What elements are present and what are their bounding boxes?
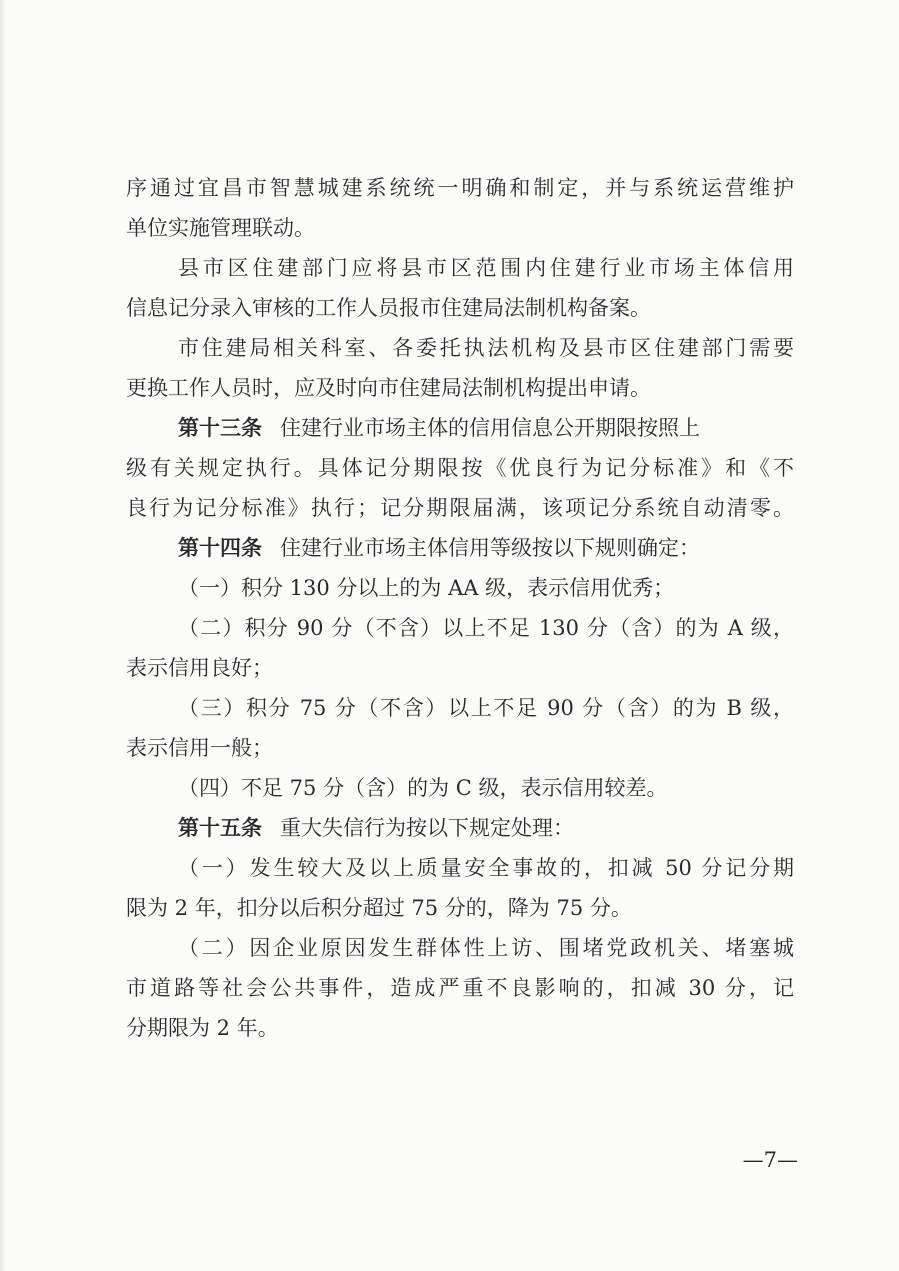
- paragraph-line: 级有关规定执行。具体记分期限按《优良行为记分标准》和《不: [126, 456, 794, 480]
- paragraph-line: 县市区住建部门应将县市区范围内住建行业市场主体信用: [178, 256, 794, 280]
- list-item: （一）积分 130 分以上的为 AA 级，表示信用优秀；: [178, 576, 675, 600]
- article-15-text: 重大失信行为按以下规定处理：: [280, 816, 574, 840]
- document-body: [126, 168, 794, 1048]
- list-item: （四）不足 75 分（含）的为 C 级，表示信用较差。: [178, 776, 668, 800]
- list-item-continuation: 表示信用良好；: [126, 656, 273, 680]
- article-13-first-line: [126, 408, 794, 448]
- page-number: —7—: [742, 1148, 798, 1172]
- article-14-first-line: [126, 528, 794, 568]
- list-item: （二）因企业原因发生群体性上访、围堵党政机关、堵塞城: [178, 936, 794, 960]
- article-15-heading: 第十五条: [178, 816, 262, 840]
- paragraph-line: 单位实施管理联动。: [126, 216, 315, 240]
- page-edge-shadow: [0, 0, 6, 1271]
- paragraph-line: 更换工作人员时，应及时向市住建局法制机构提出申请。: [126, 376, 651, 400]
- list-item-continuation: 表示信用一般；: [126, 736, 273, 760]
- list-item-continuation: 市道路等社会公共事件，造成严重不良影响的，扣减 30 分，记: [126, 976, 794, 1000]
- list-item: （三）积分 75 分（不含）以上不足 90 分（含）的为 B 级，: [178, 696, 794, 720]
- list-item-continuation: 限为 2 年，扣分以后积分超过 75 分的，降为 75 分。: [126, 896, 632, 920]
- list-item: （一）发生较大及以上质量安全事故的，扣减 50 分记分期: [178, 856, 794, 880]
- article-15-first-line: [126, 808, 794, 848]
- paragraph-line: 序通过宜昌市智慧城建系统统一明确和制定，并与系统运营维护: [126, 176, 794, 200]
- article-13-text: 住建行业市场主体的信用信息公开期限按照上: [280, 416, 700, 440]
- list-item-continuation: 分期限为 2 年。: [126, 1016, 279, 1040]
- list-item: （二）积分 90 分（不含）以上不足 130 分（含）的为 A 级，: [178, 616, 794, 640]
- article-14-text: 住建行业市场主体信用等级按以下规则确定：: [280, 536, 700, 560]
- paragraph-line: 信息记分录入审核的工作人员报市住建局法制机构备案。: [126, 296, 651, 320]
- article-14-heading: 第十四条: [178, 536, 262, 560]
- paragraph-line: 良行为记分标准》执行；记分期限届满，该项记分系统自动清零。: [126, 496, 794, 520]
- article-13-heading: 第十三条: [178, 416, 262, 440]
- paragraph-line: 市住建局相关科室、各委托执法机构及县市区住建部门需要: [178, 336, 794, 360]
